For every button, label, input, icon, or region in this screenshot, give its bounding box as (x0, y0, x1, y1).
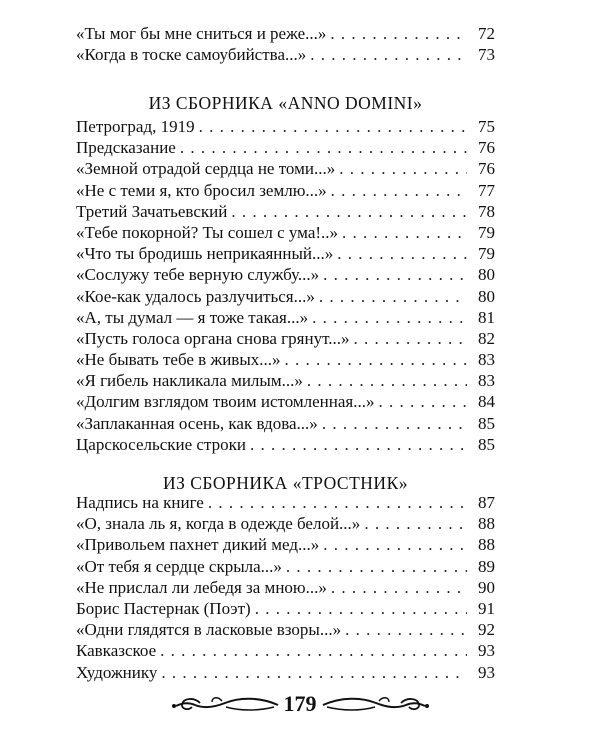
toc-entry (76, 180, 495, 201)
toc-entry-title: «Когда в тоске самоубийства...» (76, 45, 307, 65)
toc-entry-title: «Ты мог бы мне сниться и реже...» (76, 24, 327, 43)
dot-leader (323, 534, 467, 555)
toc-entry-page: 76 (478, 159, 495, 179)
toc-entry (76, 598, 495, 619)
toc-entry-title: «Не прислал ли лебедя за мною...» (76, 577, 327, 597)
toc-entry-title: «Не бывать тебе в живых...» (76, 350, 281, 370)
toc-entry-title: «Я гибель накликала милым...» (76, 371, 303, 391)
toc-entry-title: «Пусть голоса органа снова грянут...» (76, 328, 350, 348)
toc-entry (76, 201, 495, 222)
toc-entry-title: «Что ты бродишь неприкаянный...» (76, 244, 334, 264)
dot-leader (180, 137, 467, 158)
dot-leader (312, 307, 467, 328)
dot-leader (250, 434, 467, 455)
toc-entry-page: 79 (478, 222, 495, 242)
toc-entry (76, 137, 495, 158)
toc-entry (76, 370, 495, 391)
toc-entry (76, 23, 495, 44)
toc-entry (76, 434, 495, 455)
toc-entry-page: 87 (478, 493, 495, 512)
toc-entry-page: 80 (478, 265, 495, 285)
dot-leader (345, 619, 467, 640)
toc-entry-page: 79 (478, 244, 495, 264)
dot-leader (364, 513, 467, 534)
dot-leader (319, 286, 467, 307)
toc-entry (76, 116, 495, 137)
toc-entry (76, 349, 495, 370)
dot-leader (161, 662, 467, 683)
dot-leader (331, 180, 467, 201)
toc-entry-title: Художнику (76, 662, 158, 682)
toc-entry-page: 90 (478, 577, 495, 597)
toc-entry (76, 264, 495, 285)
toc-entry-title: «Земной отрадой сердца не томи...» (76, 159, 336, 179)
dot-leader (307, 370, 467, 391)
dot-leader (330, 23, 467, 44)
toc-entry-title: Борис Пастернак (Поэт) (76, 598, 251, 618)
toc-entry (76, 577, 495, 598)
toc-entry-page: 72 (478, 24, 495, 43)
dot-leader (208, 492, 467, 513)
left-flourish-ornament (170, 693, 280, 715)
toc-entry-title: «Привольем пахнет дикий мед...» (76, 535, 320, 555)
toc-entry (76, 328, 495, 349)
toc-entry (76, 286, 495, 307)
toc-entry-title: «О, знала ль я, когда в одежде белой...» (76, 514, 361, 534)
toc-entry (76, 222, 495, 243)
toc-entry-title: «Кое-как удалось разлучиться...» (76, 286, 315, 306)
toc-entry-page: 73 (478, 45, 495, 65)
toc-entry (76, 391, 495, 412)
toc-entry-title: «Не с теми я, кто бросил землю...» (76, 180, 327, 200)
toc-entry (76, 556, 495, 577)
toc-entry-title: «А, ты думал — я тоже такая...» (76, 307, 309, 327)
toc-entry (76, 44, 495, 65)
dot-leader (331, 577, 467, 598)
toc-entry-page: 85 (478, 413, 495, 433)
toc-entry (76, 619, 495, 640)
dot-leader (231, 201, 467, 222)
section-heading-trostnik: ИЗ СБОРНИКА «ТРОСТНИК» (162, 473, 408, 493)
toc-entry-page: 76 (478, 138, 495, 158)
toc-entry (76, 534, 495, 555)
toc-entry-title: «Тебе покорной? Ты сошел с ума!..» (76, 222, 339, 242)
toc-entry-title: «Сослужу тебе верную службу...» (76, 265, 320, 285)
toc-entry (76, 662, 495, 683)
dot-leader (339, 158, 467, 179)
dot-leader (379, 391, 468, 412)
toc-entry-page: 92 (478, 620, 495, 640)
page-number: 179 (283, 691, 317, 716)
toc-entry-title: «Долгим взглядом твоим истомленная...» (76, 392, 375, 412)
toc-entry (76, 640, 495, 661)
toc-entry-title: Петроград, 1919 (76, 117, 195, 136)
dot-leader (160, 640, 467, 661)
toc-entry-page: 88 (478, 514, 495, 534)
dot-leader (199, 116, 467, 137)
section-heading-anno-domini: ИЗ СБОРНИКА «ANNO DOMINI» (148, 93, 423, 113)
dot-leader (310, 44, 467, 65)
toc-entry-page: 83 (478, 350, 495, 370)
dot-leader (285, 349, 468, 370)
toc-entry-title: Кавказское (76, 641, 157, 661)
toc-entry (76, 492, 495, 513)
toc-section-trostnik (76, 492, 495, 683)
toc-entry-page: 93 (478, 641, 495, 661)
toc-entry-page: 80 (478, 286, 495, 306)
dot-leader (353, 328, 467, 349)
toc-entry (76, 243, 495, 264)
toc-entry-page: 81 (478, 307, 495, 327)
toc-entry-title: «От тебя я сердце скрыла...» (76, 556, 282, 576)
page-footer (150, 688, 450, 720)
toc-entry-page: 82 (478, 328, 495, 348)
toc-entry-page: 78 (478, 201, 495, 221)
toc-entry-page: 75 (478, 117, 495, 136)
toc-entry (76, 307, 495, 328)
toc-entry (76, 413, 495, 434)
toc-section-anno-domini (76, 116, 495, 455)
toc-entry-title: Царскосельские строки (76, 434, 246, 454)
toc-entry-page: 93 (478, 662, 495, 682)
right-flourish-ornament (321, 693, 431, 715)
dot-leader (255, 598, 467, 619)
toc-entry-title: Надпись на книге (76, 493, 204, 512)
toc-entry (76, 158, 495, 179)
toc-entry-page: 89 (478, 556, 495, 576)
toc-section-1 (76, 23, 495, 65)
toc-entry (76, 513, 495, 534)
toc-entry-title: «Одни глядятся в ласковые взоры...» (76, 620, 342, 640)
toc-entry-page: 83 (478, 371, 495, 391)
dot-leader (342, 222, 467, 243)
toc-entry-page: 85 (478, 434, 495, 454)
dot-leader (323, 264, 467, 285)
toc-entry-title: «Заплаканная осень, как вдова...» (76, 413, 318, 433)
dot-leader (286, 556, 467, 577)
toc-entry-title: Третий Зачатьевский (76, 201, 228, 221)
toc-entry-page: 88 (478, 535, 495, 555)
toc-entry-title: Предсказание (76, 138, 176, 158)
toc-entry-page: 91 (478, 598, 495, 618)
dot-leader (322, 413, 467, 434)
toc-entry-page: 84 (478, 392, 495, 412)
toc-entry-page: 77 (478, 180, 495, 200)
dot-leader (337, 243, 467, 264)
